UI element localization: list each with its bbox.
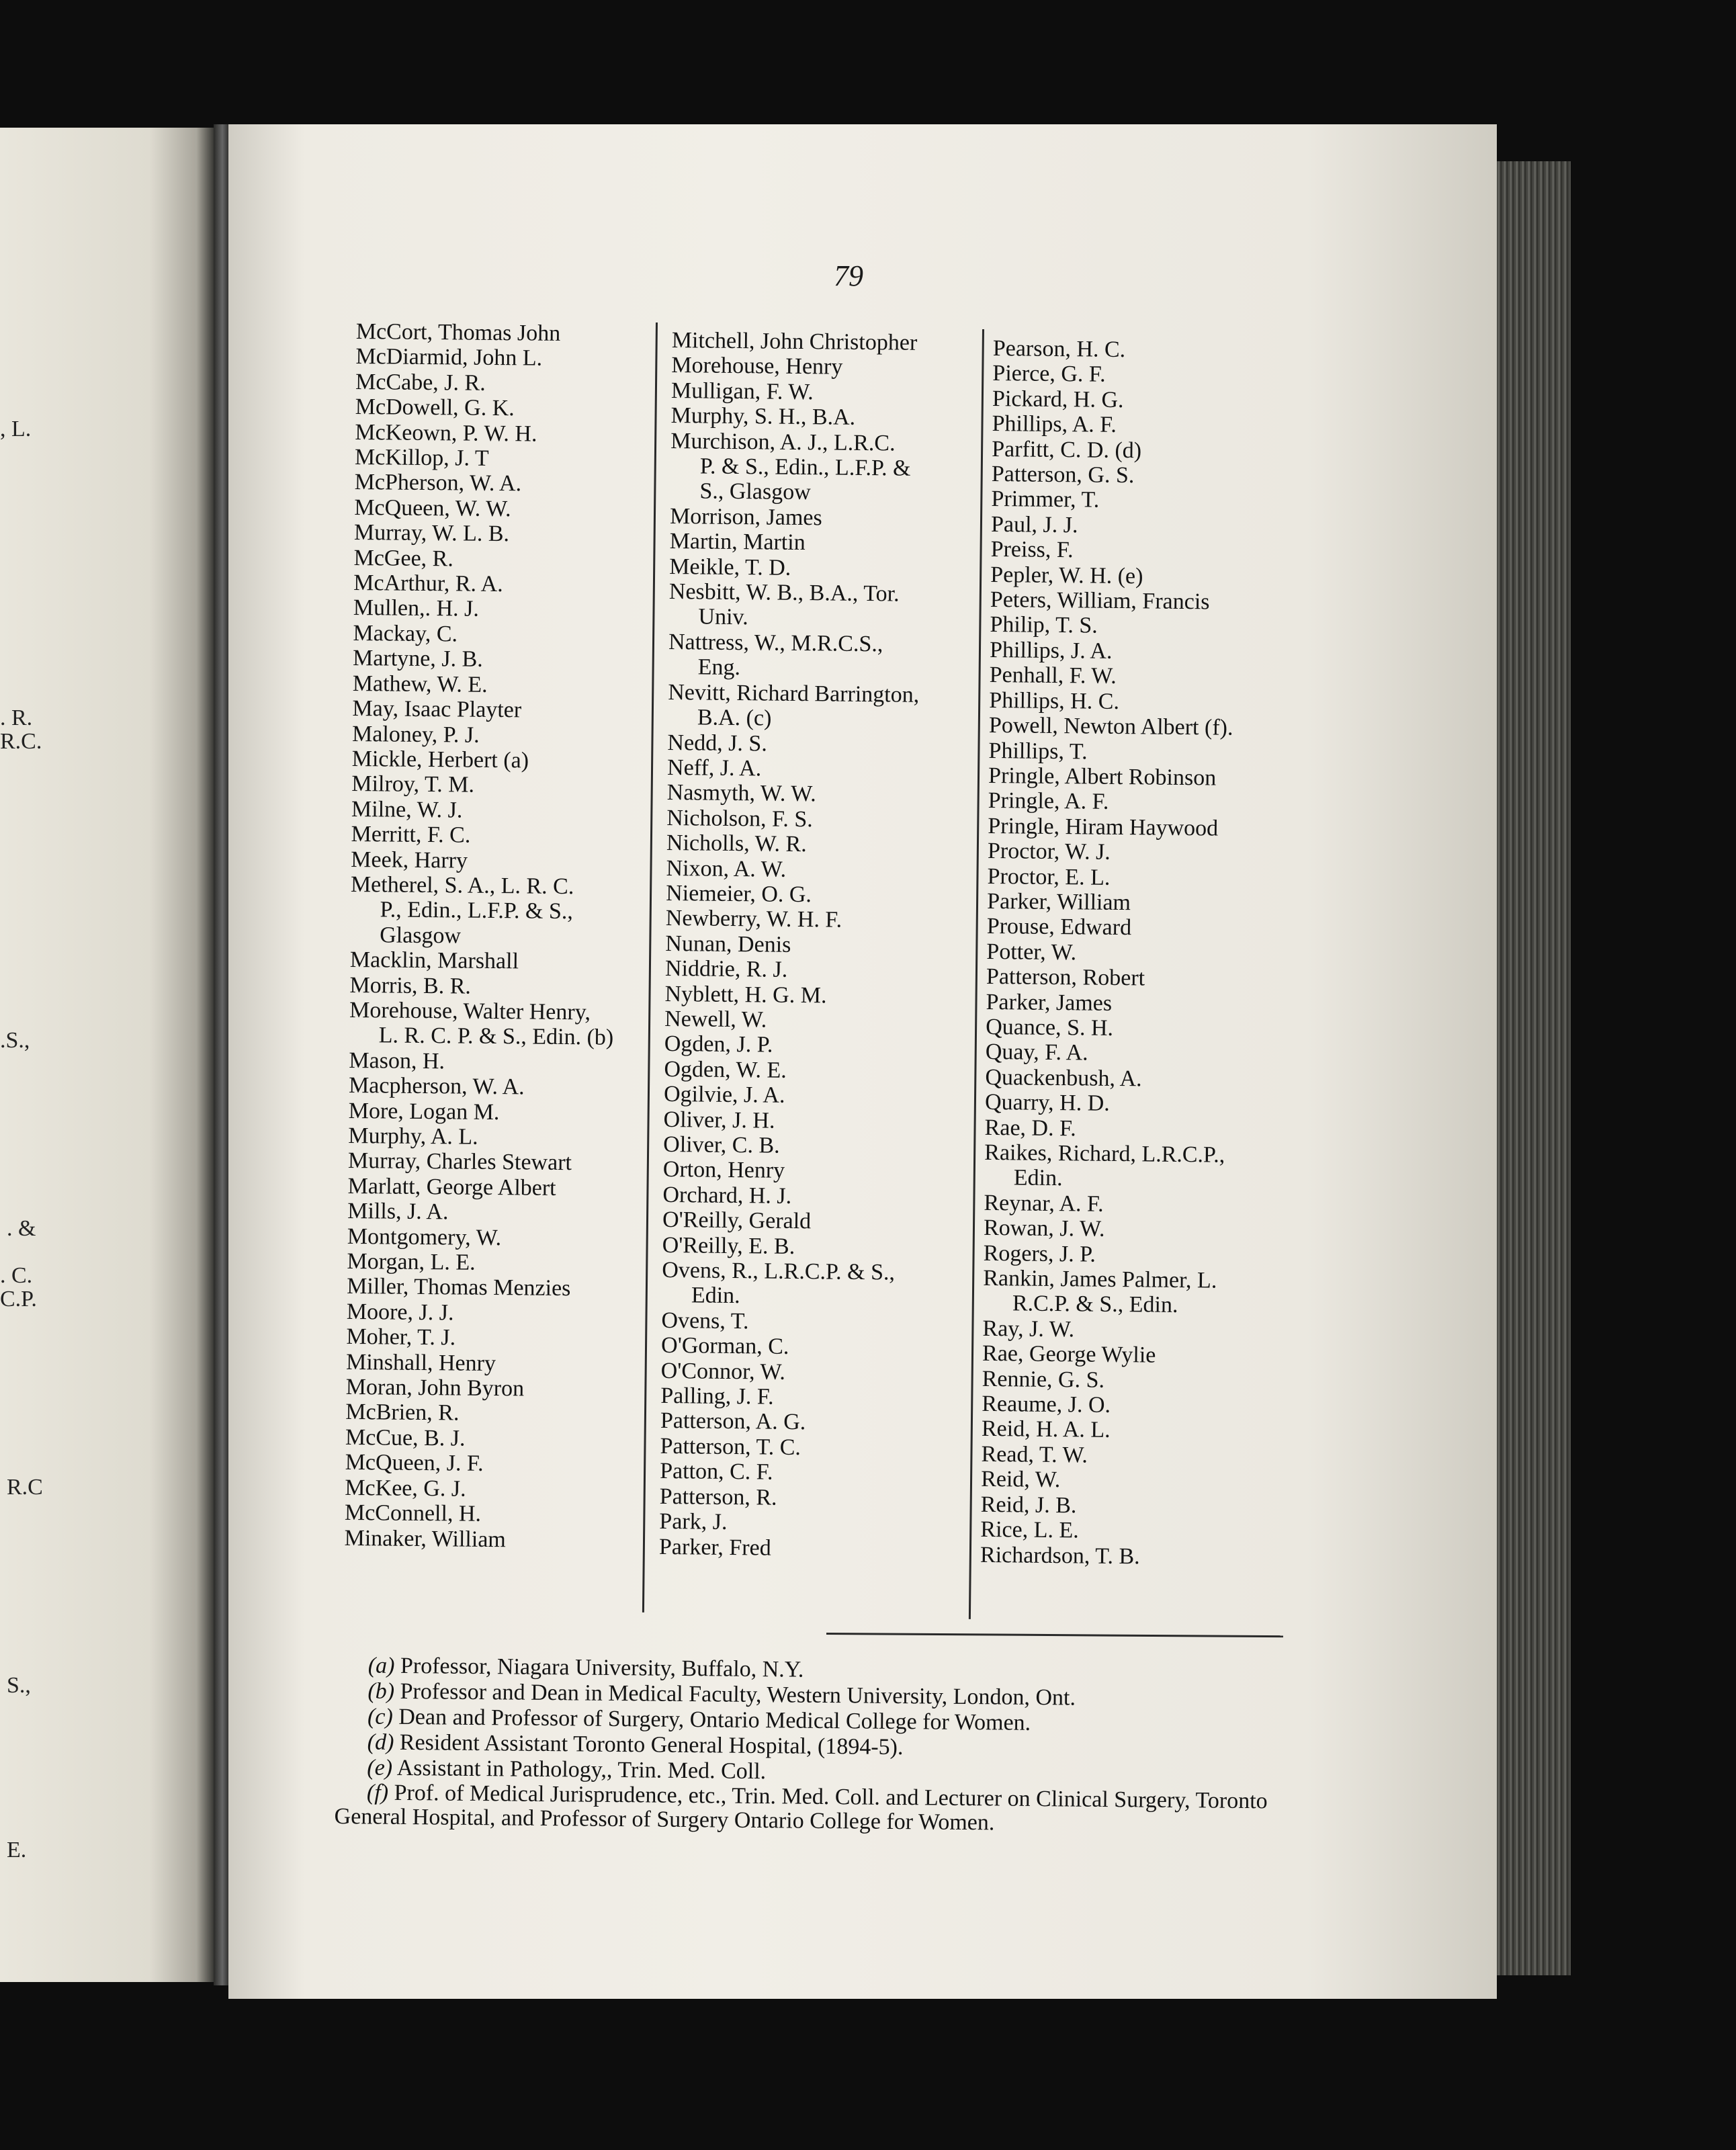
list-item: Rowan, J. W. [983,1215,1105,1242]
list-item: Mathew, W. E. [352,671,488,697]
list-item: Murray, W. L. B. [353,520,510,547]
footnote-marker: (a) [367,1653,395,1678]
list-item: Powell, Newton Albert (f). [988,713,1233,740]
list-item: Potter, W. [986,939,1077,965]
facing-page-edge [0,128,214,1982]
list-item: McArthur, R. A. [353,570,503,597]
list-item: Miller, Thomas Menzies [347,1274,571,1301]
list-item: McKee, G. J. [345,1475,466,1502]
list-item: Mackay, C. [353,620,458,647]
list-item: Peters, William, Francis [990,587,1210,615]
list-item: Quance, S. H. [986,1014,1114,1041]
footnote-text: Dean and Professor of Surgery, Ontario Medical College for Women. [392,1704,1031,1735]
list-item: Pepler, W. H. (e) [990,562,1143,589]
footnote-marker: (e) [367,1755,393,1780]
list-item: Oliver, C. B. [663,1131,780,1158]
list-item: Newell, W. [664,1006,767,1033]
list-item: Morehouse, Walter Henry, L. R. C. P. & S., Edin. (b) [349,997,614,1051]
list-item: Reynar, A. F. [984,1190,1104,1217]
list-item: Moher, T. J. [346,1324,456,1350]
list-item: McBrien, R. [345,1400,460,1426]
list-item: Nasmyth, W. W. [666,780,816,807]
list-item: Oliver, J. H. [663,1107,775,1133]
footnote-text: Prof. of Medical Jurisprudence, etc., Trin. Med. Coll. and Lecturer on Clinical Surgery, Toronto General Hospital, and Professor of Surgery Ontario College for Women. [334,1780,1268,1836]
facing-page-fragment: , L. [0,417,32,441]
list-item: Raikes, Richard, L.R.C.P., Edin. [984,1140,1225,1191]
footnote-text: Professor and Dean in Medical Faculty, Western University, London, Ont. [394,1678,1076,1711]
list-item: Morgan, L. E. [347,1248,476,1275]
list-item: Reid, H. A. L. [981,1416,1111,1443]
list-item: Parker, Fred [658,1534,771,1561]
footnote-marker: (f) [366,1780,389,1805]
list-item: McKeown, P. W. H. [355,419,537,447]
list-item: Patterson, A. G. [660,1408,806,1435]
list-item: Phillips, T. [988,738,1088,765]
facing-page-fragment: R.C [7,1475,43,1500]
name-column-3 [980,336,1238,1570]
list-item: Niddrie, R. J. [664,956,788,983]
list-item: Ogden, J. P. [664,1031,773,1058]
list-item: McGee, R. [353,545,454,572]
list-item: Rogers, J. P. [983,1240,1096,1267]
page-edges [1497,161,1571,1975]
list-item: Mills, J. A. [347,1199,449,1225]
list-item: Meikle, T. D. [669,554,791,580]
facing-page-fragment: . & [7,1216,36,1241]
list-item: Moran, John Byron [345,1374,525,1402]
list-item: Quackenbush, A. [985,1064,1142,1092]
list-item: Park, J. [659,1508,728,1535]
list-item: Rice, L. E. [980,1516,1079,1543]
list-item: Penhall, F. W. [989,662,1117,689]
footnote-text: Assistant in Pathology,, Trin. Med. Coll. [392,1755,767,1784]
list-item: Patterson, G. S. [991,462,1135,488]
footnote-marker: (d) [367,1729,394,1755]
list-item: Orchard, H. J. [662,1182,792,1209]
list-item: Morris, B. R. [349,972,472,999]
footnote [334,1780,1289,1838]
list-item: Mitchell, John Christopher [671,328,918,355]
list-item: Reaume, J. O. [982,1391,1111,1418]
list-item: Minaker, William [344,1525,507,1552]
footnote-text: Professor, Niagara University, Buffalo, N.Y. [394,1653,804,1682]
list-item: Moore, J. J. [346,1299,454,1326]
list-item: Minshall, Henry [345,1349,496,1376]
list-item: Murchison, A. J., L.R.C. P. & S., Edin., L.F.P. & S., Glasgow [670,428,911,505]
facing-page-fragment: E. [7,1838,27,1862]
list-item: Ogden, W. E. [664,1056,787,1083]
list-item: Philip, T. S. [990,612,1098,639]
list-item: O'Reilly, Gerald [662,1207,812,1234]
list-item: Primmer, T. [991,486,1100,513]
list-item: Rae, D. F. [984,1115,1076,1141]
list-item: McDiarmid, John L. [355,344,543,372]
list-item: Palling, J. F. [660,1383,774,1410]
list-item: May, Isaac Playter [352,696,522,723]
list-item: Newberry, W. H. F. [665,906,842,933]
list-item: Proctor, W. J. [987,838,1111,865]
list-item: McPherson, W. A. [354,470,522,497]
list-item: McQueen, W. W. [354,494,511,522]
list-item: Nedd, J. S. [667,730,768,757]
facing-page-fragment: .S., [0,1028,30,1053]
list-item: Reid, W. [980,1467,1061,1493]
list-item: Richardson, T. B. [980,1542,1140,1569]
list-item: Nevitt, Richard Barrington, B.A. (c) [668,679,920,731]
list-item: Patterson, T. C. [660,1433,801,1460]
list-item: Phillips, J. A. [989,637,1113,664]
list-item: Nattress, W., M.R.C.S., Eng. [668,629,883,681]
list-item: Mason, H. [349,1047,445,1074]
name-column-2 [659,328,923,1562]
list-item: Montgomery, W. [347,1223,502,1250]
list-item: Parker, James [986,989,1113,1016]
list-item: Murphy, S. H., B.A. [670,403,856,431]
list-item: McConnell, H. [344,1500,482,1526]
list-item: Morehouse, Henry [671,353,843,380]
list-item: Orton, Henry [662,1157,785,1184]
list-item: Maloney, P. J. [351,721,480,748]
list-item: Martin, Martin [669,529,806,556]
list-item: Nesbitt, W. B., B.A., Tor. Univ. [668,579,900,630]
list-item: Pringle, Hiram Haywood [988,813,1219,841]
list-item: Mulligan, F. W. [670,378,814,405]
list-item: Read, T. W. [981,1441,1088,1468]
list-item: Prouse, Edward [986,914,1132,941]
list-item: Patton, C. F. [659,1459,773,1485]
list-item: Pringle, A. F. [988,788,1109,815]
list-item: McCort, Thomas John [355,319,561,346]
list-item: Niemeier, O. G. [665,880,812,908]
list-item: Proctor, E. L. [987,863,1111,890]
list-item: McKillop, J. T [354,445,489,471]
facing-page-fragment: C.P. [0,1287,37,1312]
footnote-marker: (b) [367,1678,395,1704]
list-item: Paul, J. J. [990,511,1078,538]
list-item: Ovens, R., L.R.C.P. & S., Edin. [662,1257,896,1309]
list-item: Nyblett, H. G. M. [664,981,827,1008]
list-item: McDowell, G. K. [355,394,515,421]
list-item: Pierce, G. F. [992,361,1106,388]
list-item: Pickard, H. G. [992,386,1124,413]
list-item: Nunan, Denis [665,931,791,957]
footnotes [334,1653,1289,1838]
list-item: Morrison, James [669,503,822,531]
footnote-text: Resident Assistant Toronto General Hospital, (1894-5). [394,1729,904,1760]
list-item: Murphy, A. L. [348,1123,478,1150]
list-item: Rennie, G. S. [982,1366,1105,1393]
list-item: Nicholson, F. S. [666,805,813,832]
list-item: Martyne, J. B. [352,646,483,673]
list-item: Reid, J. B. [980,1492,1077,1518]
list-item: Quarry, H. D. [984,1090,1110,1117]
list-item: Marlatt, George Albert [347,1173,556,1201]
list-item: Milroy, T. M. [351,771,475,798]
list-item: Phillips, A. F. [992,411,1117,438]
list-item: O'Connor, W. [660,1358,786,1385]
list-item: Pearson, H. C. [992,336,1126,363]
list-item: Quay, F. A. [985,1039,1088,1066]
list-item: O'Gorman, C. [660,1333,789,1360]
list-item: McCue, B. J. [345,1424,466,1451]
list-item: McCabe, J. R. [355,369,486,396]
list-item: Phillips, H. C. [989,687,1120,714]
name-column-1 [344,319,620,1553]
list-item: Milne, W. J. [351,796,463,823]
list-item: Nixon, A. W. [666,855,787,882]
list-item: Rankin, James Palmer, L. R.C.P. & S., Edin. [983,1265,1217,1318]
facing-page-fragment: . R. [0,705,33,730]
list-item: Parker, William [986,888,1131,916]
list-item: Ray, J. W. [982,1316,1075,1342]
list-item: Parfitt, C. D. (d) [992,436,1142,463]
list-item: Nicholls, W. R. [666,830,807,857]
footnote-marker: (c) [367,1704,394,1729]
facing-page-fragment: . C. [0,1263,33,1288]
list-item: Patterson, Robert [986,964,1145,991]
list-item: Merritt, F. C. [351,822,471,848]
list-item: Pringle, Albert Robinson [988,763,1217,791]
list-item: Macklin, Marshall [349,947,519,974]
list-item: More, Logan M. [348,1098,500,1125]
facing-page-fragment: S., [7,1673,31,1698]
list-item: Preiss, F. [990,537,1074,563]
list-item: Patterson, R. [659,1484,777,1510]
list-item: Neff, J. A. [666,755,762,781]
list-item: Murray, Charles Stewart [347,1148,572,1176]
list-item: Mullen,. H. J. [353,595,480,622]
facing-page-fragment: R.C. [0,729,42,754]
list-item: Rae, George Wylie [982,1341,1156,1368]
list-item: Metherel, S. A., L. R. C. P., Edin., L.F.P. & S., Glasgow [350,871,574,949]
list-item: Ogilvie, J. A. [663,1082,785,1109]
list-item: Ovens, T. [661,1307,749,1334]
list-item: Macpherson, W. A. [348,1073,525,1100]
list-item: O'Reilly, E. B. [662,1232,795,1259]
list-item: McQueen, J. F. [345,1450,484,1477]
list-item: Mickle, Herbert (a) [351,746,529,773]
list-item: Meek, Harry [351,847,468,873]
page-number: 79 [834,259,863,292]
